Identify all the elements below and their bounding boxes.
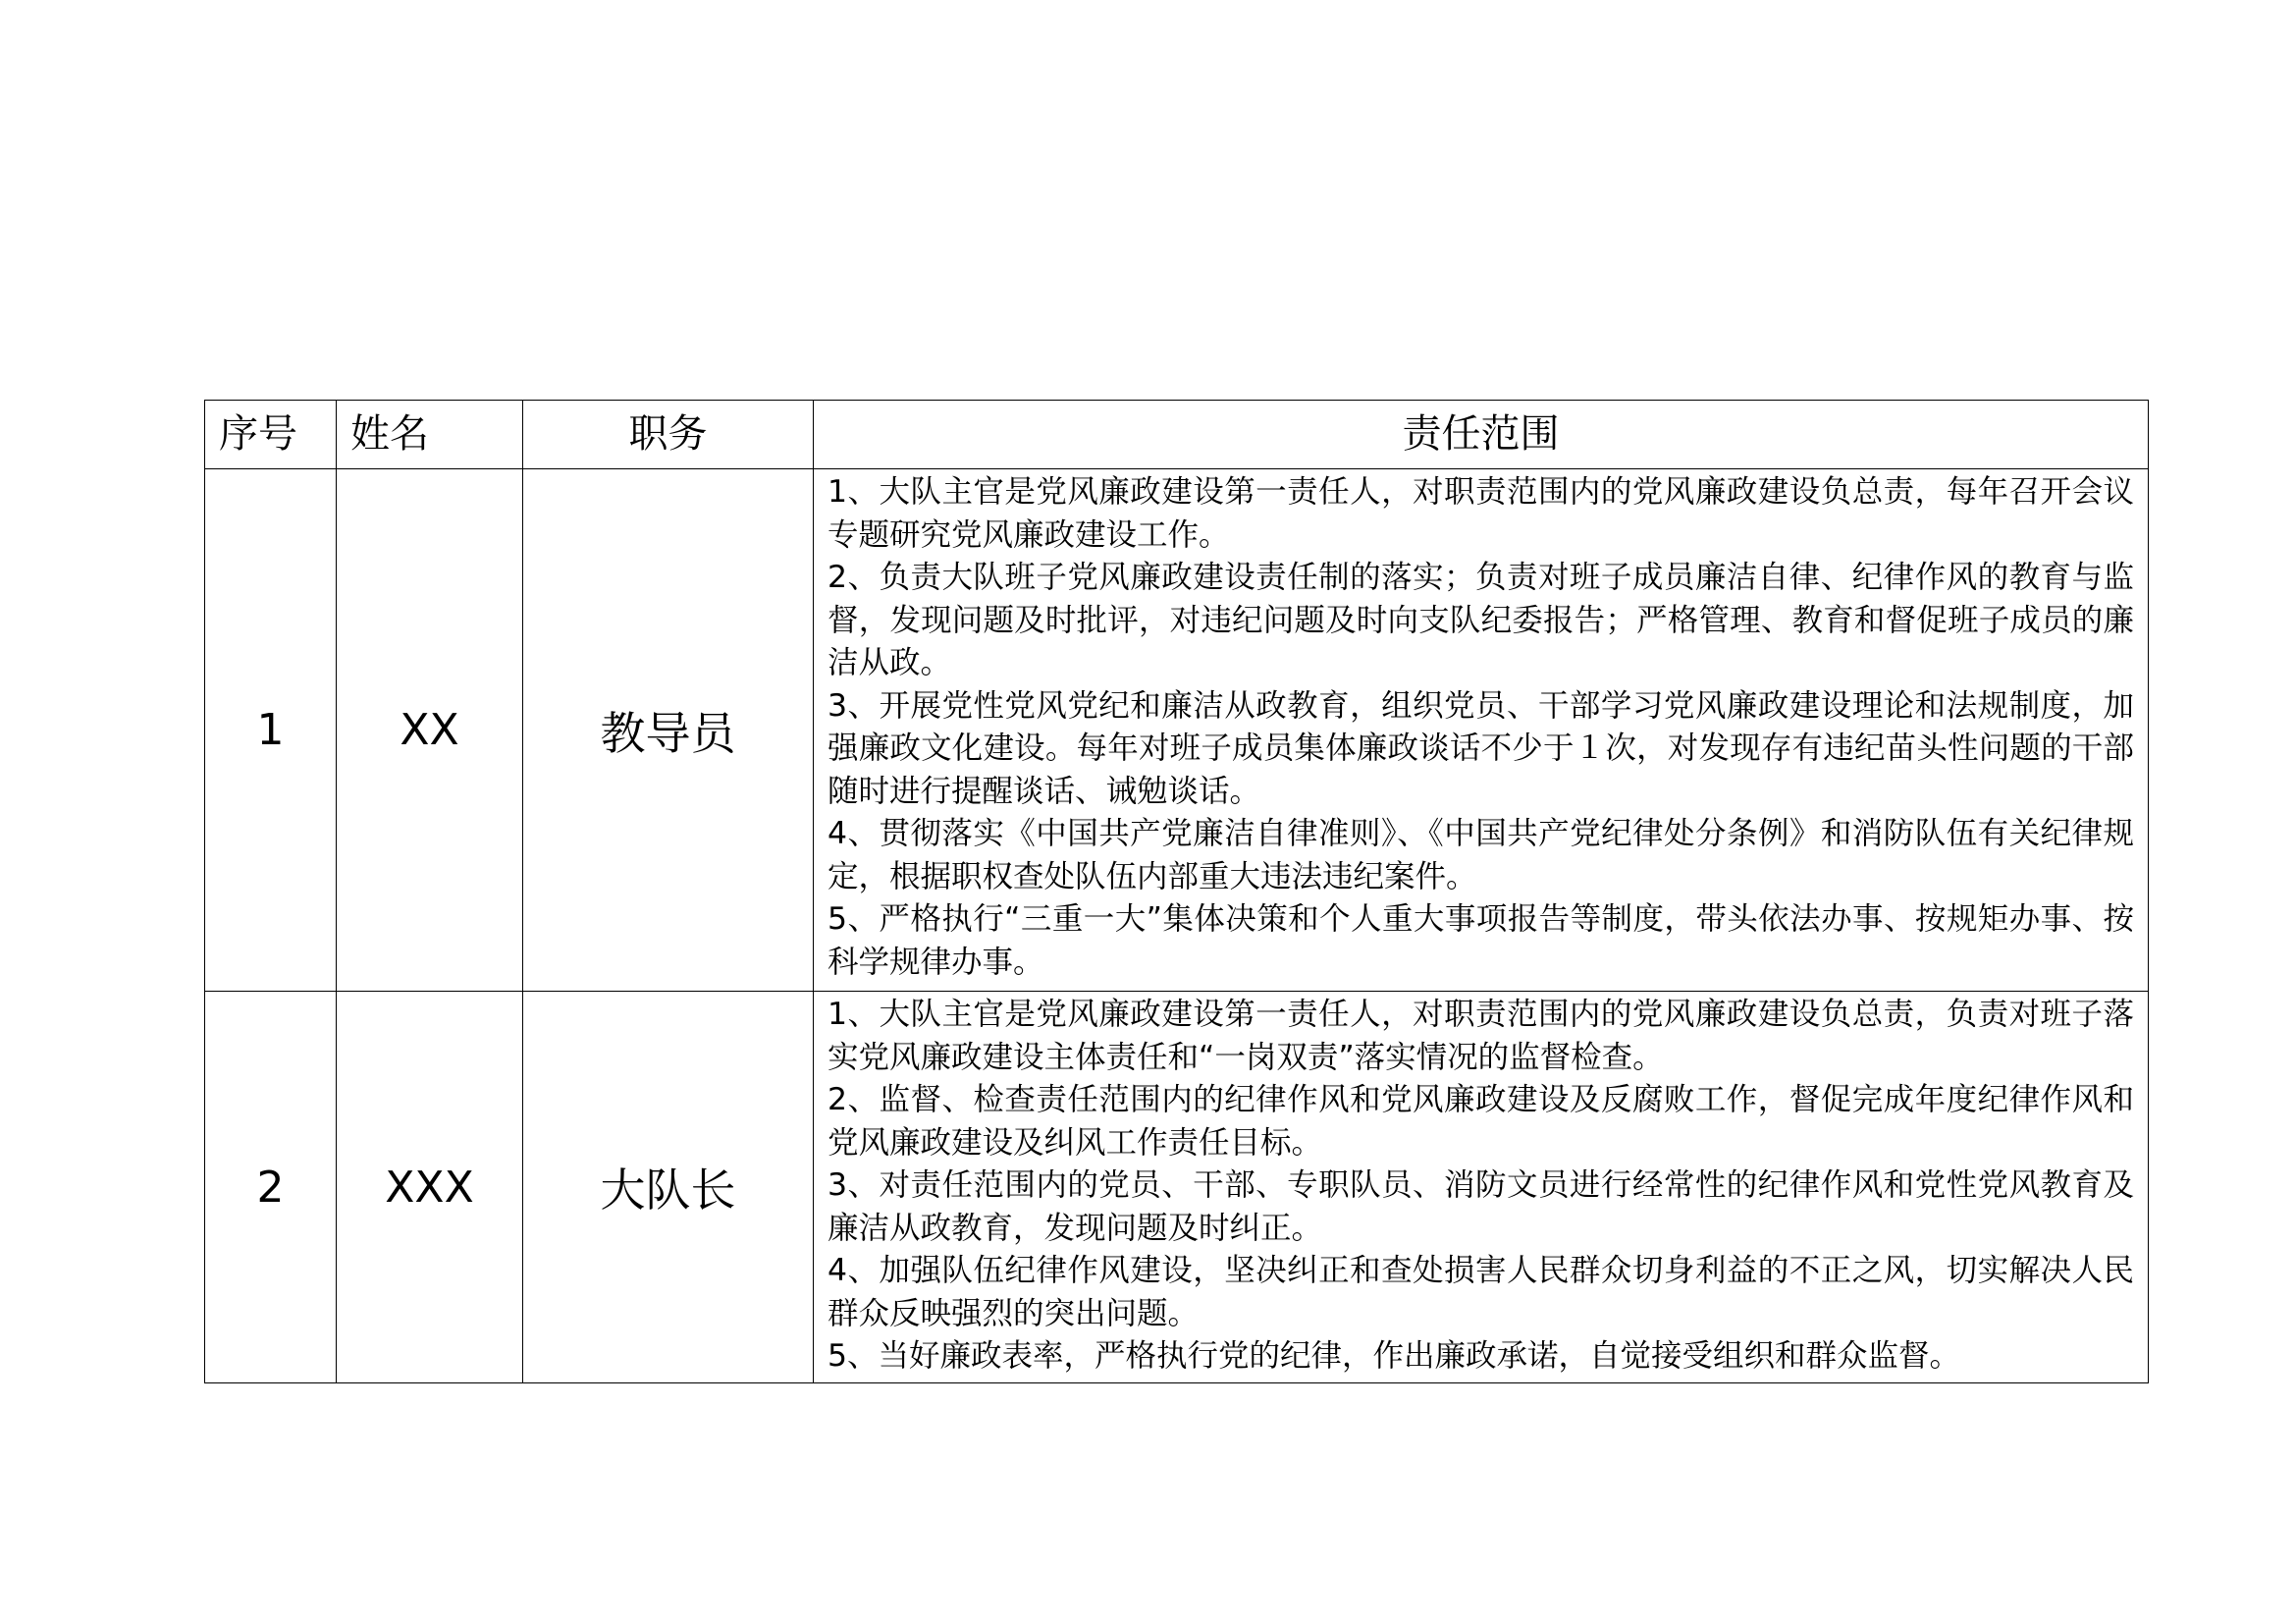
row-scope (814, 469, 2149, 992)
duty-item: 5、当好廉政表率，严格执行党的纪律，作出廉政承诺，自觉接受组织和群众监督。 (828, 1338, 1961, 1374)
duty-item: 3、对责任范围内的党员、干部、专职队员、消防文员进行经常性的纪律作风和党性党风教育及廉洁从政教育，发现问题及时纠正。 (828, 1167, 2134, 1246)
header-name: 姓名 (337, 401, 523, 469)
table-header-row (205, 401, 2149, 469)
header-title: 职务 (523, 401, 814, 469)
table-row (205, 992, 2149, 1383)
row-name: XX (337, 469, 523, 992)
row-seq: 2 (205, 992, 337, 1383)
row-name: XXX (337, 992, 523, 1383)
duty-item: 5、严格执行“三重一大”集体决策和个人重大事项报告等制度，带头依法办事、按规矩办事、按科学规律办事。 (828, 901, 2134, 980)
row-title: 大队长 (523, 992, 814, 1383)
header-seq: 序号 (205, 401, 337, 469)
header-scope: 责任范围 (814, 401, 2149, 469)
row-title: 教导员 (523, 469, 814, 992)
row-scope (814, 992, 2149, 1383)
responsibility-table (204, 400, 2149, 1383)
table-row (205, 469, 2149, 992)
duty-item: 1、大队主官是党风廉政建设第一责任人，对职责范围内的党风廉政建设负总责，负责对班子落实党风廉政建设主体责任和“一岗双责”落实情况的监督检查。 (828, 997, 2134, 1075)
duty-item: 2、负责大队班子党风廉政建设责任制的落实；负责对班子成员廉洁自律、纪律作风的教育与监督，发现问题及时批评，对违纪问题及时向支队纪委报告；严格管理、教育和督促班子成员的廉洁从政。 (828, 560, 2134, 680)
duty-item: 1、大队主官是党风廉政建设第一责任人，对职责范围内的党风廉政建设负总责，每年召开会议专题研究党风廉政建设工作。 (828, 474, 2134, 553)
duty-item: 3、开展党性党风党纪和廉洁从政教育，组织党员、干部学习党风廉政建设理论和法规制度，加强廉政文化建设。每年对班子成员集体廉政谈话不少于１次，对发现存有违纪苗头性问题的干部随时进行提醒谈话、诫勉谈话。 (828, 687, 2134, 809)
duty-item: 4、贯彻落实《中国共产党廉洁自律准则》、《中国共产党纪律处分条例》和消防队伍有关纪律规定，根据职权查处队伍内部重大违法违纪案件。 (828, 816, 2134, 894)
duty-item: 2、监督、检查责任范围内的纪律作风和党风廉政建设及反腐败工作，督促完成年度纪律作风和党风廉政建设及纠风工作责任目标。 (828, 1082, 2134, 1161)
duty-item: 4、加强队伍纪律作风建设，坚决纠正和查处损害人民群众切身利益的不正之风，切实解决人民群众反映强烈的突出问题。 (828, 1253, 2134, 1331)
row-seq: 1 (205, 469, 337, 992)
